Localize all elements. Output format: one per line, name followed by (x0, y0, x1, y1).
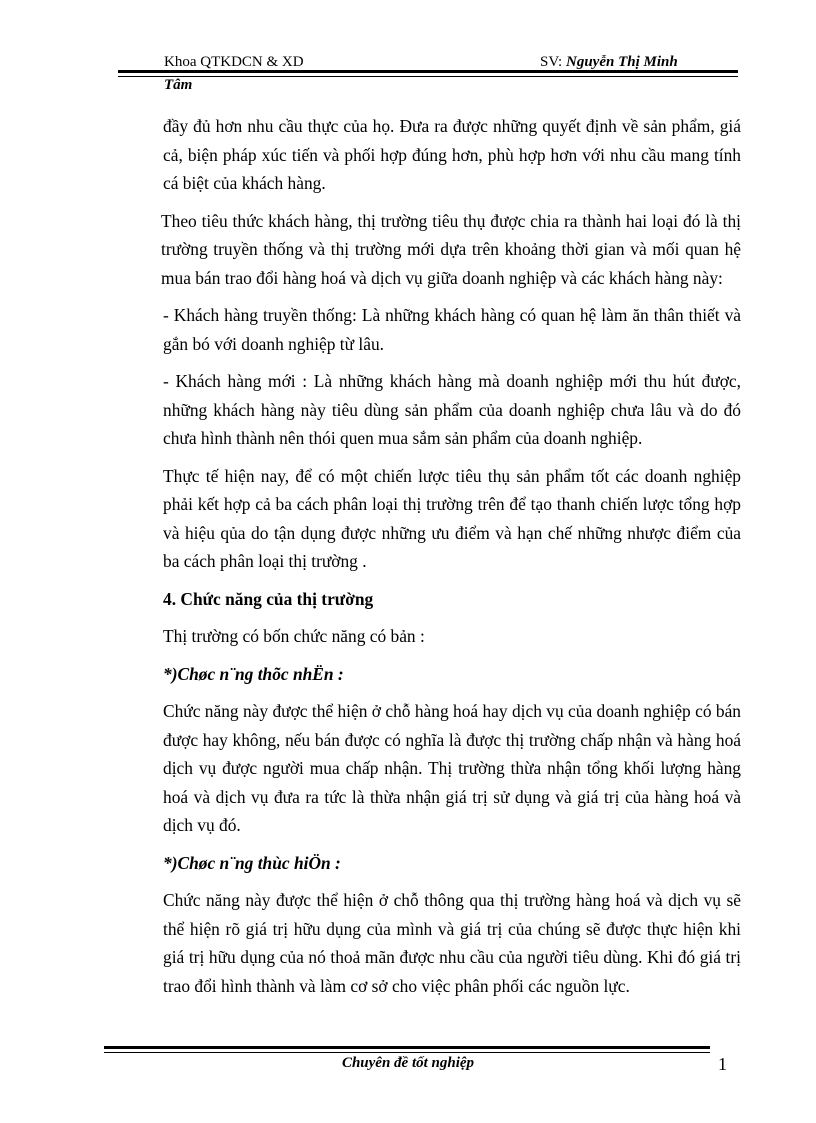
header-rule (118, 70, 738, 77)
paragraph-3 (163, 301, 741, 358)
paragraph-2 (161, 207, 741, 293)
paragraph-6: Thị trường có bốn chức năng có bản : (163, 626, 425, 646)
page-body (163, 112, 741, 1009)
header-student (540, 53, 678, 71)
paragraph-7: Chức năng này được thể hiện ở chỗ hàng hoá hay dịch vụ của doanh nghiệp có bán được hay không, nếu bán được có nghĩa là được thị trường chấp nhận và hàng hoá dịch vụ được người mua chấp nhận. Thị trường thừa nhận tổng khối lượng hàng hoá và dịch vụ đưa ra tức là thừa nhận giá trị sử dụng và giá trị của hàng hoá và dịch vụ đó. (163, 701, 741, 835)
header-student-name: Nguyễn Thị Minh (565, 54, 678, 70)
paragraph-1: đầy đủ hơn nhu cầu thực của họ. Đưa ra được những quyết định về sản phẩm, giá cả, biện pháp xúc tiến và phối hợp đúng hơn, phù hợp hơn với nhu cầu mang tính cá biệt của khách hàng. (163, 116, 741, 193)
header-student-prefix: SV: (540, 54, 566, 70)
subheading-1: *)Chøc n¨ng thõc nhËn : (163, 663, 344, 684)
section-heading: 4. Chức năng của thị trường (163, 588, 374, 609)
paragraph-2-text: Theo tiêu thức khách hàng, thị trường tiêu thụ được chia ra thành hai loại đó là thị trường truyền thống và thị trường mới dựa trên khoảng thời gian và mối quan hệ mua bán trao đổi hàng hoá và dịch vụ giữa doanh nghiệp và các khách hàng này: (161, 210, 741, 288)
header-department: Khoa QTKDCN & XD (164, 54, 304, 70)
subheading-2: *)Chøc n¨ng thùc hiÖn : (163, 852, 341, 873)
paragraph-4-text: - Khách hàng mới : Là những khách hàng mà doanh nghiệp mới thu hút được, những khách hàng này tiêu dùng sản phẩm của doanh nghiệp chưa lâu và do đó chưa hình thành nên thói quen mua sắm sản phẩm của doanh nghiệp. (163, 371, 741, 448)
footer-title: Chuyên đề tốt nghiệp (341, 1055, 475, 1071)
footer-rule (104, 1046, 710, 1053)
paragraph-8: Chức năng này được thể hiện ở chỗ thông qua thị trường hàng hoá và dịch vụ sẽ thể hiện rõ giá trị hữu dụng của mình và giá trị của chúng sẽ được thực hiện khi giá trị hữu dụng của nó thoả mãn được nhu cầu của người tiêu dùng. Khi đó giá trị trao đổi hình thành và làm cơ sở cho việc phân phối các nguồn lực. (163, 890, 741, 996)
paragraph-3-text: - Khách hàng truyền thống: Là những khách hàng có quan hệ làm ăn thân thiết và gắn bó với doanh nghiệp từ lâu. (163, 305, 741, 354)
paragraph-5: Thực tế hiện nay, để có một chiến lược tiêu thụ sản phẩm tốt các doanh nghiệp phải kết hợp cả ba cách phân loại thị trường trên để tạo thanh chiến lược tổng hợp và hiệu qủa do tận dụng được những ưu điểm và hạn chế những nhược điểm của ba cách phân loại thị trường . (163, 465, 741, 571)
paragraph-4 (163, 367, 741, 453)
header-student-name-cont: Tâm (164, 77, 193, 93)
page-number: 1 (718, 1054, 727, 1074)
